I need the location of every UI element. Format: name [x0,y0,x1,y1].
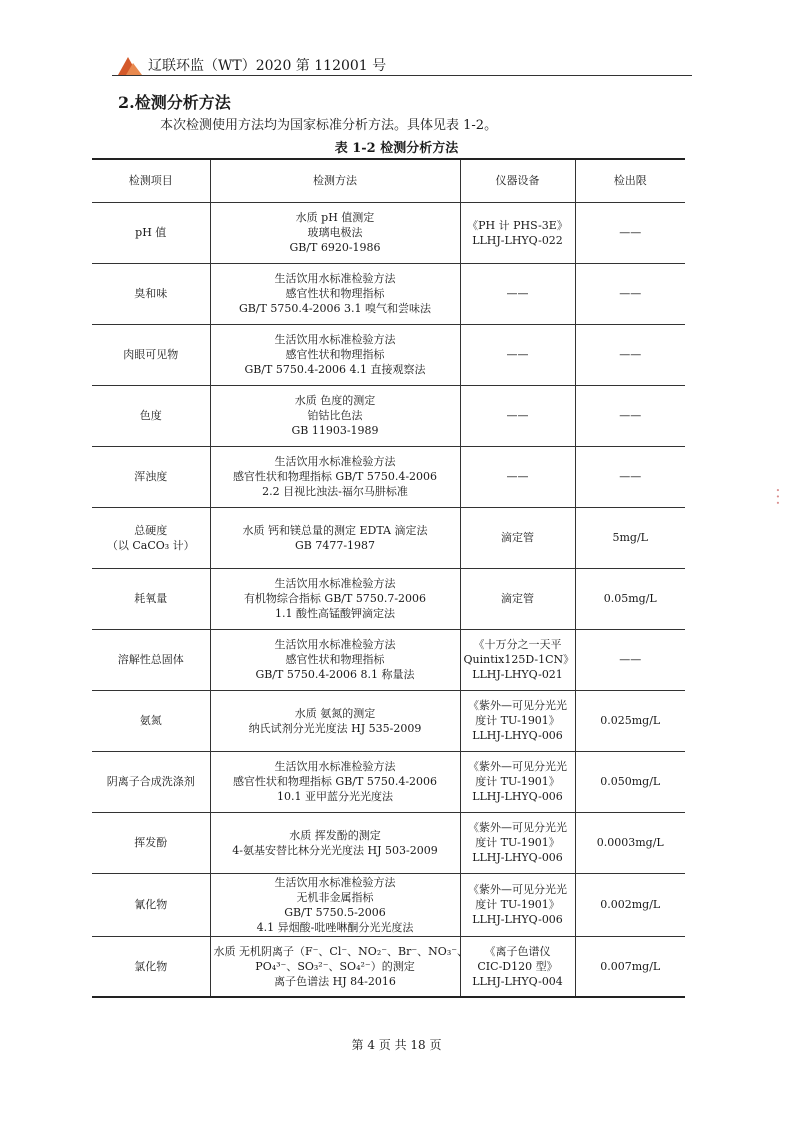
cell-instrument-line: —— [506,409,529,422]
cell-limit-value: 0.050mg/L [600,775,661,788]
margin-stamp-mark: • • • [773,488,781,505]
cell-instrument [460,812,575,873]
cell-instrument-line: 度计 TU-1901》 [475,775,560,788]
cell-method-line: 水质 色度的测定 [294,394,376,407]
cell-method-line: 生活饮用水标准检验方法 [274,272,396,285]
cell-instrument-line: —— [506,470,529,483]
cell-instrument-line: 《紫外—可见分光光 [468,883,567,896]
table-row [92,507,685,568]
cell-instrument [460,873,575,936]
cell-method-line: 水质 无机阴离子（F⁻、Cl⁻、NO₂⁻、Br⁻、NO₃⁻、 [213,944,469,958]
cell-method-line: 2.2 目视比浊法-福尔马肼标准 [262,485,408,498]
table-row [92,629,685,690]
cell-method [210,690,460,751]
cell-item-line: 臭和味 [134,287,168,300]
cell-method [210,812,460,873]
cell-instrument [460,936,575,997]
cell-limit [575,690,685,751]
cell-method [210,629,460,690]
section-title: 2.检测分析方法 [118,93,231,112]
cell-method-line: 水质 钙和镁总量的测定 EDTA 滴定法 [242,523,428,537]
cell-method [210,873,460,936]
header-item: 检测项目 [92,159,210,202]
table-row [92,202,685,263]
cell-method-line: 铂钴比色法 [307,409,363,422]
cell-item-line: 耗氧量 [134,592,168,605]
cell-instrument [460,202,575,263]
cell-item [92,324,210,385]
cell-limit [575,263,685,324]
cell-method [210,446,460,507]
cell-method-line: 生活饮用水标准检验方法 [274,760,396,773]
cell-method-line: PO₄³⁻、SO₃²⁻、SO₄²⁻）的测定 [255,959,415,973]
cell-method-line: 玻璃电极法 [307,226,363,239]
table-header-row [92,159,685,202]
table-title: 表 1-2 检测分析方法 [334,141,459,156]
cell-item-line: 色度 [139,409,162,422]
cell-instrument-line: LLHJ-LHYQ-006 [472,729,563,742]
cell-instrument [460,385,575,446]
table-row [92,385,685,446]
cell-instrument-line: 度计 TU-1901》 [475,836,560,849]
cell-instrument-line: 《紫外—可见分光光 [468,821,567,834]
cell-method-line: 无机非金属指标 [296,890,374,904]
cell-limit-value: —— [619,470,642,483]
cell-item [92,202,210,263]
cell-instrument-line: LLHJ-LHYQ-006 [472,851,563,864]
header-instrument: 仪器设备 [460,159,575,202]
cell-method-line: 生活饮用水标准检验方法 [274,638,396,651]
cell-limit-value: 0.002mg/L [600,898,661,911]
cell-method-line: 纳氏试剂分光光度法 HJ 535-2009 [248,721,422,735]
cell-method-line: GB 11903-1989 [291,424,379,437]
cell-method-line: 有机物综合指标 GB/T 5750.7-2006 [243,592,427,605]
table-row [92,812,685,873]
cell-limit [575,812,685,873]
cell-method-line: GB/T 5750.5-2006 [284,905,386,919]
cell-limit-value: —— [619,409,642,422]
cell-item [92,385,210,446]
cell-method [210,568,460,629]
cell-instrument-line: LLHJ-LHYQ-006 [472,790,563,803]
cell-method-line: 感官性状和物理指标 [285,287,385,300]
cell-instrument-line: 《紫外—可见分光光 [468,699,567,712]
cell-item [92,812,210,873]
cell-method-line: GB/T 6920-1986 [289,241,381,254]
cell-instrument-line: LLHJ-LHYQ-004 [472,974,563,988]
cell-instrument-line: LLHJ-LHYQ-006 [472,913,563,926]
cell-limit [575,385,685,446]
cell-instrument-line: 《离子色谱仪 [484,944,551,958]
table-row [92,690,685,751]
cell-limit [575,324,685,385]
cell-item [92,446,210,507]
cell-instrument-line: 《紫外—可见分光光 [468,760,567,773]
cell-method-line: 感官性状和物理指标 [285,348,385,361]
cell-item [92,873,210,936]
table-body [92,202,685,997]
cell-limit [575,568,685,629]
company-logo-icon [116,54,144,76]
header-method: 检测方法 [210,159,460,202]
cell-limit-value: —— [619,226,642,239]
cell-method [210,507,460,568]
cell-item-line: 氨氮 [139,714,162,727]
cell-instrument [460,263,575,324]
cell-item-line: 挥发酚 [134,836,168,849]
table-row [92,568,685,629]
cell-instrument [460,568,575,629]
section-intro: 本次检测使用方法均为国家标准分析方法。具体见表 1-2。 [160,118,498,133]
cell-item [92,751,210,812]
cell-instrument-line: Quintix125D-1CN》 [463,653,575,666]
header-limit: 检出限 [575,159,685,202]
cell-limit-value: —— [619,653,642,666]
cell-method [210,936,469,997]
cell-item [92,507,210,568]
cell-limit [575,446,685,507]
cell-item-line: 总硬度 [134,523,168,537]
cell-method-line: 4.1 异烟酸-吡唑啉酮分光光度法 [256,920,414,934]
cell-method [210,202,460,263]
cell-method [210,751,460,812]
cell-instrument-line: 度计 TU-1901》 [475,714,560,727]
cell-method-line: GB/T 5750.4-2006 3.1 嗅气和尝味法 [238,302,432,315]
cell-instrument [460,324,575,385]
cell-instrument-line: 滴定管 [501,592,534,605]
cell-instrument-line: —— [506,348,529,361]
cell-limit-value: 0.025mg/L [600,714,661,727]
table-row [92,446,685,507]
cell-method-line: 生活饮用水标准检验方法 [274,455,396,468]
cell-item-line: 浑浊度 [134,470,168,483]
cell-method-line: 离子色谱法 HJ 84-2016 [274,974,396,988]
cell-method-line: 生活饮用水标准检验方法 [274,875,396,889]
cell-limit [575,936,685,997]
report-number: 辽联环监（WT）2020 第 112001 号 [148,58,387,74]
cell-limit [575,751,685,812]
methods-table [92,158,685,998]
cell-method-line: 水质 氨氮的测定 [294,706,376,720]
cell-limit-value: —— [619,348,642,361]
cell-item-line: 氯化物 [134,959,168,973]
cell-instrument [460,690,575,751]
cell-limit-value: 0.0003mg/L [596,836,664,849]
cell-instrument [460,629,575,690]
cell-item [92,629,210,690]
cell-item [92,568,210,629]
cell-method-line: 1.1 酸性高锰酸钾滴定法 [275,607,395,620]
cell-method-line: 感官性状和物理指标 GB/T 5750.4-2006 [232,775,438,788]
cell-method-line: 生活饮用水标准检验方法 [274,333,396,346]
cell-method-line: 10.1 亚甲蓝分光光度法 [277,790,393,803]
cell-method [210,324,460,385]
cell-instrument [460,446,575,507]
table-row [92,263,685,324]
cell-method [210,385,460,446]
header-divider [112,75,692,76]
cell-item-line: （以 CaCO₃ 计） [106,538,195,552]
cell-limit [575,873,685,936]
cell-method-line: 感官性状和物理指标 GB/T 5750.4-2006 [232,470,438,483]
cell-method-line: 水质 挥发酚的测定 [289,828,381,842]
cell-item-line: 溶解性总固体 [117,653,184,666]
cell-item [92,936,210,997]
cell-item-line: pH 值 [135,226,167,239]
cell-limit-value: —— [619,287,642,300]
cell-instrument [460,751,575,812]
cell-instrument-line: LLHJ-LHYQ-022 [472,233,563,247]
cell-limit-value: 0.007mg/L [600,959,661,973]
table-row [92,936,685,997]
cell-method-line: 生活饮用水标准检验方法 [274,577,396,590]
cell-method-line: GB/T 5750.4-2006 4.1 直接观察法 [244,363,426,376]
cell-method-line: 水质 pH 值测定 [295,211,375,224]
cell-instrument-line: LLHJ-LHYQ-021 [472,668,563,681]
cell-method-line: GB/T 5750.4-2006 8.1 称量法 [255,668,415,681]
cell-method-line: 4-氨基安替比林分光光度法 HJ 503-2009 [232,843,438,857]
cell-limit [575,629,685,690]
cell-instrument-line: —— [506,287,529,300]
cell-method-line: 感官性状和物理指标 [285,653,385,666]
cell-instrument-line: CIC-D120 型》 [477,959,558,973]
cell-instrument-line: 度计 TU-1901》 [475,898,560,911]
cell-method-line: GB 7477-1987 [294,538,376,552]
cell-instrument [460,507,575,568]
cell-item [92,690,210,751]
cell-limit-value: 5mg/L [612,531,648,544]
cell-instrument-line: 《十万分之一天平 [473,638,562,651]
cell-item-line: 阴离子合成洗涤剂 [106,775,195,788]
cell-instrument-line: 滴定管 [501,531,534,544]
cell-item-line: 氰化物 [134,898,168,911]
cell-limit [575,202,685,263]
cell-item [92,263,210,324]
cell-limit-value: 0.05mg/L [603,592,657,605]
table-row [92,751,685,812]
cell-instrument-line: 《PH 计 PHS-3E》 [467,218,568,232]
cell-item-line: 肉眼可见物 [123,348,179,361]
report-header [116,46,676,76]
cell-method [210,263,460,324]
table-row [92,873,685,936]
cell-limit [575,507,685,568]
table-row [92,324,685,385]
page-number: 第 4 页 共 18 页 [351,1038,442,1052]
